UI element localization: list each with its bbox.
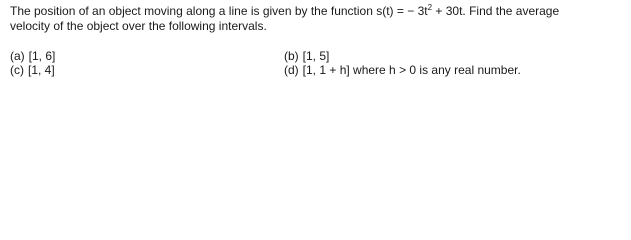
part-c-interval: [1, 4] [28, 63, 55, 77]
part-b-interval: [1, 5] [302, 49, 330, 63]
part-a [10, 49, 55, 63]
problem-text [10, 4, 625, 34]
problem-text-before-exponent: The position of an object moving along a line is given by the function s(t) = − 3t [10, 4, 428, 18]
problem-line-1 [10, 4, 625, 19]
part-c [10, 63, 55, 77]
part-a-label: (a) [10, 49, 25, 63]
part-b-label: (b) [284, 49, 299, 63]
part-b [284, 49, 329, 63]
problem-line-2: velocity of the object over the following intervals. [10, 19, 267, 33]
intervals-list [10, 49, 625, 81]
part-c-label: (c) [10, 63, 24, 77]
part-d [284, 63, 521, 77]
exponent: 2 [427, 3, 433, 12]
part-d-label: (d) [284, 63, 299, 77]
part-d-interval: [1, 1 + h] where h > 0 is any real number. [302, 63, 521, 77]
problem-statement [10, 4, 625, 34]
problem-text-after-exponent: + 30t. Find the average [432, 4, 560, 18]
part-a-interval: [1, 6] [28, 49, 56, 63]
